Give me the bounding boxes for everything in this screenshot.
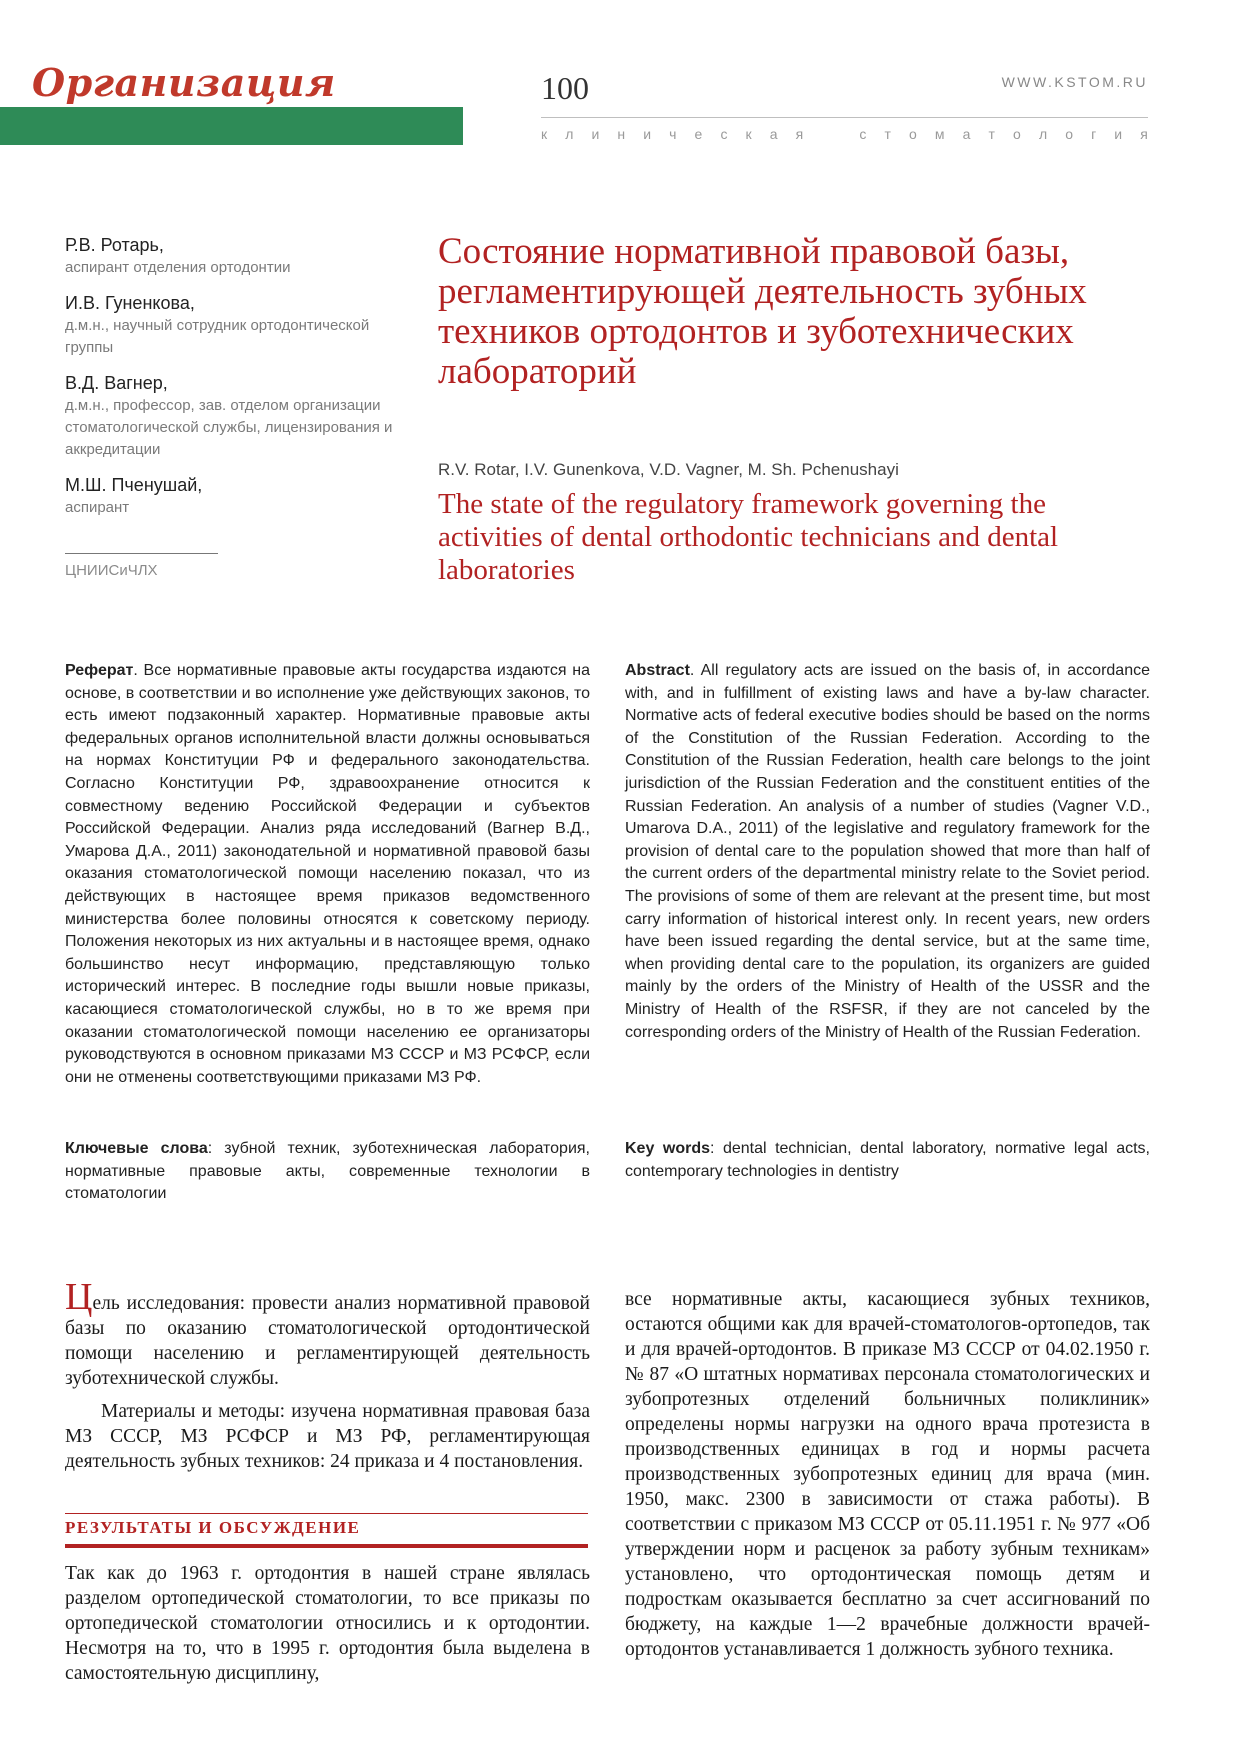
journal-name-letter: и — [591, 126, 600, 142]
keywords-en — [625, 1138, 1150, 1183]
article-title-ru: Состояние нормативной правовой базы, регламентирующей деятельность зубных техников ортодонтов и зуботехнических лабораторий — [438, 231, 1087, 392]
abstract-en-text: . All regulatory acts are issued on the basis of, in accordance with, and in fulfillment of existing laws and have a by-law character. Normative acts of federal executive bodies should be based on the norms of the Constitution of the Russian Federation. According to the Constitution of the Russian Federation, health care belongs to the joint jurisdiction of the Russian Federation and the constituent entities of the Russian Federation. An analysis of a number of studies (Vagner V.D., Umarova D.A., 2011) of the legislative and regulatory framework for the provision of dental care to the population showed that more than half of the current orders of the departmental ministry relate to the Soviet period. The provisions of some of them are relevant at the present time, but most carry information of historical interest only. In recent years, new orders have been issued regarding the dental service, but at the same time, when providing dental care to the population, its organizers are guided mainly by the orders of the Ministry of Health of the USSR and the Ministry of Health of the RSFSR, if they are not canceled by the corresponding orders of the Ministry of Health of the Russian Federation. — [625, 662, 1150, 1041]
journal-name — [541, 126, 1148, 142]
journal-name-letter: и — [1114, 126, 1123, 142]
journal-name-letter: г — [1091, 126, 1097, 142]
abstract-en-label: Abstract — [625, 662, 690, 679]
author-entry — [65, 291, 405, 359]
author-name: И.В. Гуненкова, — [65, 293, 195, 313]
results-heading: РЕЗУЛЬТАТЫ И ОБСУЖДЕНИЕ — [65, 1518, 361, 1537]
aim-text: ель исследования: провести анализ нормативной правовой базы по оказанию стоматологической ортодонтической помощи населению и регламентирующей деятельность зуботехнической службы. — [65, 1293, 590, 1389]
author-name: М.Ш. Пченушай, — [65, 475, 203, 495]
results-top-rule — [65, 1513, 588, 1514]
results-paragraph: Так как до 1963 г. ортодонтия в нашей стране являлась разделом ортопедической стоматологии, то все приказы по ортопедической стоматологии относились и к ортодонтии. Несмотря на то, что в 1995 г. ортодонтия была выделена в самостоятельную дисциплину, — [65, 1563, 590, 1684]
author-affiliation: аспирант отделения ортодонтии — [65, 259, 291, 276]
journal-name-letter: т — [884, 126, 891, 142]
journal-name-letter: н — [617, 126, 626, 142]
abstract-ru-text: . Все нормативные правовые акты государства издаются на основе, в соответствии и во исполнение уже действующих законов, то есть имеют подзаконный характер. Нормативные правовые акты федеральных органов исполнительной власти должны основываться на нормах Конституции РФ и федерального законодательства. Согласно Конституции РФ, здравоохранение относится к совместному ведению Российской Федерации и субъектов Российской Федерации. Анализ ряда исследований (Вагнер В.Д., Умарова Д.А., 2011) законодательной и нормативной правовой базы оказания стоматологической помощи населению показал, что из действующих в настоящее время приказов ведомственного министерства более половины относятся к советскому периоду. Положения некоторых из них актуальны и в настоящее время, однако большинство несут информацию, представляющую только исторический интерес. В последние годы вышли новые приказы, касающиеся стоматологической службы, но в то же время при оказании стоматологической помощи населению ее организаторы руководствуются в основном приказами МЗ СССР и МЗ РСФСР, если они не отменены соответствующими приказами МЗ РФ. — [65, 662, 590, 1086]
journal-name-letter: и — [643, 126, 652, 142]
author-list — [65, 233, 405, 531]
keywords-ru — [65, 1138, 590, 1206]
section-title: Организация — [32, 60, 336, 105]
journal-name-letter: а — [769, 126, 778, 142]
author-affiliation: д.м.н., научный сотрудник ортодонтической группы — [65, 317, 370, 356]
site-url[interactable]: WWW.KSTOM.RU — [1001, 74, 1148, 90]
right-column-paragraph: все нормативные акты, касающиеся зубных техников, остаются общими как для врачей-стоматологов-ортопедов, так и для врачей-ортодонтов. В приказе МЗ СССР от 04.02.1950 г. № 87 «О штатных нормативах персонала стоматологических и зубопротезных отделений больничных поликлиник» определены нормы нагрузки на одного врача протезиста в производственных единицах в год и нормы расчета производственных зубопротезных единиц для врача (мин. 1950, макс. 2300 в зависимости от стажа работы). В соответствии с приказом МЗ СССР от 05.11.1951 г. № 977 «Об утверждении норм и расценок за работу зубным техникам» установлено, что ортодонтическая помощь детям и подросткам оказывается бесплатно за счет ассигнований по бюджету, на каждые 1—2 врачебные должности врачей-ортодонтов устанавливается 1 должность зубного техника. — [625, 1289, 1150, 1660]
section-band — [0, 107, 463, 145]
author-affiliation: аспирант — [65, 499, 130, 516]
authors-en: R.V. Rotar, I.V. Gunenkova, V.D. Vagner, M. Sh. Pchenushayi — [438, 460, 899, 479]
body-column-left-results — [65, 1561, 590, 1686]
journal-name-letter: о — [1013, 126, 1021, 142]
abstract-ru-label: Реферат — [65, 662, 134, 679]
body-column-left — [65, 1276, 590, 1474]
author-entry — [65, 233, 405, 279]
keywords-ru-text: : зубной техник, зуботехническая лаборатория, нормативные правовые акты, современные технологии в стоматологии — [65, 1140, 590, 1203]
journal-name-letter: с — [859, 126, 867, 142]
journal-name-letter: к — [745, 126, 752, 142]
author-name: В.Д. Вагнер, — [65, 373, 168, 393]
keywords-ru-label: Ключевые слова — [65, 1140, 208, 1157]
journal-name-letter: е — [694, 126, 703, 142]
results-bottom-rule — [65, 1544, 588, 1548]
abstract-ru — [65, 660, 590, 1089]
methods-paragraph: Материалы и методы: изучена нормативная правовая база МЗ СССР, МЗ РСФСР и МЗ РФ, регламентирующая деятельность зубных техников: 24 приказа и 4 постановления. — [65, 1401, 590, 1472]
journal-name-letter: л — [565, 126, 574, 142]
journal-name-letter: с — [720, 126, 728, 142]
journal-name-letter: т — [988, 126, 995, 142]
journal-name-letter: о — [909, 126, 917, 142]
journal-name-letter: о — [1065, 126, 1073, 142]
journal-name-letter: м — [934, 126, 945, 142]
body-column-right — [625, 1287, 1150, 1662]
author-entry — [65, 371, 405, 461]
journal-name-gap — [821, 126, 841, 142]
page-number: 100 — [541, 70, 589, 106]
author-affiliation: д.м.н., профессор, зав. отделом организации стоматологической службы, лицензирования и аккредитации — [65, 397, 393, 458]
journal-name-letter: ч — [669, 126, 677, 142]
journal-name-letter: я — [795, 126, 804, 142]
journal-name-letter: а — [962, 126, 971, 142]
author-name: Р.В. Ротарь, — [65, 235, 164, 255]
aim-paragraph — [65, 1276, 590, 1391]
article-title-en: The state of the regulatory framework governing the activities of dental orthodontic technicians and dental laboratories — [438, 488, 1059, 586]
keywords-en-label: Key words — [625, 1140, 710, 1157]
journal-name-letter: к — [541, 126, 548, 142]
journal-name-letter: л — [1038, 126, 1048, 142]
institution: ЦНИИСиЧЛХ — [65, 562, 158, 579]
journal-name-letter: я — [1140, 126, 1148, 142]
affiliation-rule — [65, 553, 218, 554]
author-entry — [65, 473, 405, 519]
drop-cap: Ц — [65, 1276, 93, 1318]
keywords-en-text: : dental technician, dental laboratory, normative legal acts, contemporary technologies in dentistry — [625, 1140, 1150, 1180]
abstract-en — [625, 660, 1150, 1044]
header-rule — [541, 117, 1148, 118]
